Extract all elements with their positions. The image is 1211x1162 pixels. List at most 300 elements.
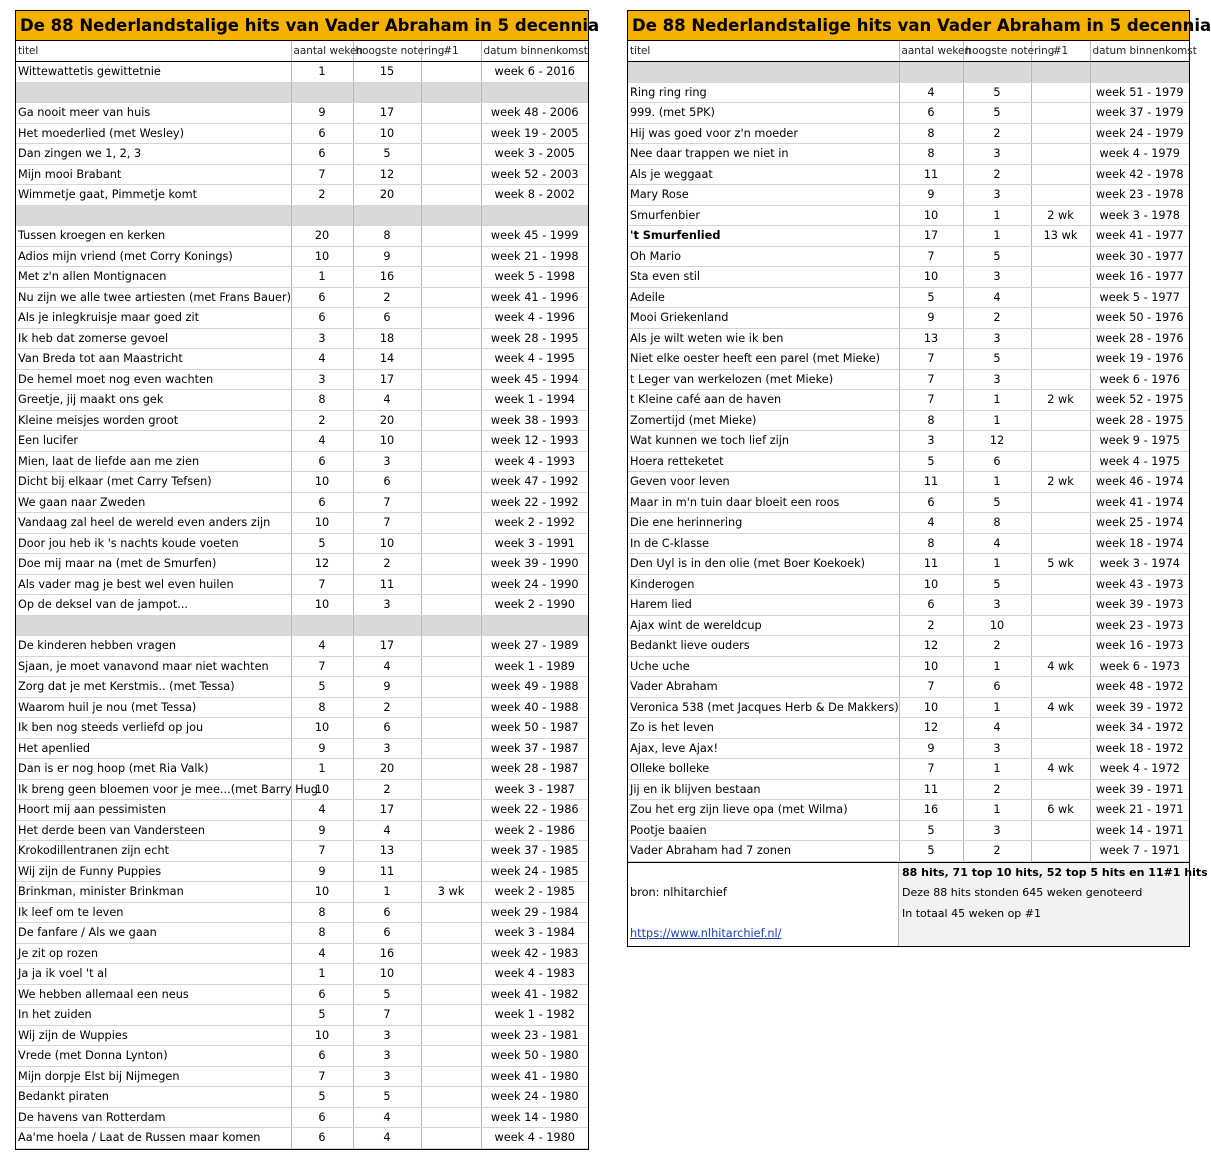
- cell-peak: 4: [353, 1128, 421, 1149]
- cell-weeks: 11: [899, 779, 963, 800]
- cell-number-one: [421, 246, 481, 267]
- cell-entry-date: week 4 - 1975: [1090, 451, 1189, 472]
- table-row: [628, 144, 1189, 165]
- column-header-entry-date: datum binnenkomst: [1090, 41, 1189, 62]
- cell-number-one: [421, 308, 481, 329]
- cell-weeks: 4: [899, 513, 963, 534]
- cell-weeks: 5: [291, 677, 353, 698]
- table-row: [16, 267, 588, 288]
- table-row: [628, 492, 1189, 513]
- cell-title: Maar in m'n tuin daar bloeit een roos: [628, 492, 899, 513]
- cell-weeks: 1: [291, 62, 353, 83]
- cell-entry-date: week 4 - 1972: [1090, 759, 1189, 780]
- column-header-number-one: #1: [1031, 41, 1090, 62]
- source-label: bron: nlhitarchief: [630, 885, 727, 899]
- cell-peak: 17: [353, 636, 421, 657]
- cell-entry-date: week 42 - 1978: [1090, 164, 1189, 185]
- table-row: [628, 697, 1189, 718]
- source-footer: [628, 862, 1208, 946]
- cell-entry-date: week 38 - 1993: [481, 410, 588, 431]
- cell-peak: 5: [963, 82, 1031, 103]
- table-row: [628, 738, 1189, 759]
- cell-entry-date: week 37 - 1987: [481, 738, 588, 759]
- cell-number-one: 6 wk: [1031, 800, 1090, 821]
- cell-number-one: [421, 1046, 481, 1067]
- cell-peak: 7: [353, 513, 421, 534]
- right-table-title: De 88 Nederlandstalige hits van Vader Abraham in 5 decennia: [628, 11, 1189, 41]
- cell-entry-date: week 12 - 1993: [481, 431, 588, 452]
- cell-peak: [353, 205, 421, 226]
- cell-peak: 5: [963, 246, 1031, 267]
- cell-peak: 5: [353, 1087, 421, 1108]
- table-row: [628, 390, 1189, 411]
- cell-number-one: [1031, 636, 1090, 657]
- cell-title: Door jou heb ik 's nachts koude voeten: [16, 533, 291, 554]
- cell-peak: 2: [353, 554, 421, 575]
- cell-entry-date: week 49 - 1988: [481, 677, 588, 698]
- table-row: [16, 1087, 588, 1108]
- cell-peak: 4: [353, 820, 421, 841]
- cell-weeks: 6: [899, 103, 963, 124]
- table-row: [628, 800, 1189, 821]
- cell-peak: [353, 82, 421, 103]
- cell-weeks: 1: [291, 964, 353, 985]
- cell-weeks: 4: [291, 800, 353, 821]
- cell-entry-date: week 6 - 2016: [481, 62, 588, 83]
- table-row: [16, 123, 588, 144]
- cell-number-one: [1031, 718, 1090, 739]
- cell-title: Tussen kroegen en kerken: [16, 226, 291, 247]
- cell-entry-date: week 40 - 1988: [481, 697, 588, 718]
- cell-entry-date: week 46 - 1974: [1090, 472, 1189, 493]
- cell-entry-date: week 37 - 1979: [1090, 103, 1189, 124]
- cell-title: Dicht bij elkaar (met Carry Tefsen): [16, 472, 291, 493]
- table-row: [628, 308, 1189, 329]
- cell-peak: 1: [963, 226, 1031, 247]
- cell-entry-date: week 14 - 1971: [1090, 820, 1189, 841]
- cell-number-one: [421, 615, 481, 636]
- cell-number-one: [1031, 82, 1090, 103]
- cell-weeks: 6: [291, 1107, 353, 1128]
- table-row: [16, 1066, 588, 1087]
- cell-title: Vrede (met Donna Lynton): [16, 1046, 291, 1067]
- cell-number-one: [421, 554, 481, 575]
- cell-entry-date: week 45 - 1994: [481, 369, 588, 390]
- cell-weeks: 8: [899, 144, 963, 165]
- cell-title: Ik breng geen bloemen voor je mee...(met Barry Hug: [16, 779, 291, 800]
- cell-title: De hemel moet nog even wachten: [16, 369, 291, 390]
- cell-peak: 1: [963, 800, 1031, 821]
- cell-weeks: 2: [291, 185, 353, 206]
- cell-peak: 18: [353, 328, 421, 349]
- cell-entry-date: week 6 - 1973: [1090, 656, 1189, 677]
- cell-entry-date: week 22 - 1986: [481, 800, 588, 821]
- cell-peak: 11: [353, 574, 421, 595]
- cell-title: Uche uche: [628, 656, 899, 677]
- table-row: [16, 677, 588, 698]
- cell-weeks: 5: [291, 1005, 353, 1026]
- cell-title: Hij was goed voor z'n moeder: [628, 123, 899, 144]
- table-row: [16, 574, 588, 595]
- cell-title: Doe mij maar na (met de Smurfen): [16, 554, 291, 575]
- cell-peak: 10: [353, 964, 421, 985]
- table-row: [16, 964, 588, 985]
- cell-number-one: [1031, 779, 1090, 800]
- cell-number-one: [1031, 595, 1090, 616]
- cell-peak: 2: [963, 779, 1031, 800]
- cell-weeks: 13: [899, 328, 963, 349]
- cell-peak: 4: [353, 656, 421, 677]
- table-row: [16, 902, 588, 923]
- table-row: [16, 472, 588, 493]
- cell-entry-date: [1090, 62, 1189, 83]
- table-row: [628, 841, 1189, 862]
- cell-number-one: [1031, 164, 1090, 185]
- header-row: [628, 41, 1189, 62]
- cell-number-one: [421, 902, 481, 923]
- cell-peak: 17: [353, 369, 421, 390]
- cell-weeks: 8: [899, 533, 963, 554]
- table-row: [16, 185, 588, 206]
- cell-title: 't Smurfenlied: [628, 226, 899, 247]
- cell-entry-date: week 23 - 1973: [1090, 615, 1189, 636]
- cell-title: De kinderen hebben vragen: [16, 636, 291, 657]
- cell-title: 999. (met 5PK): [628, 103, 899, 124]
- cell-weeks: 8: [291, 902, 353, 923]
- cell-entry-date: week 28 - 1995: [481, 328, 588, 349]
- cell-peak: 10: [353, 431, 421, 452]
- cell-peak: 6: [353, 923, 421, 944]
- cell-title: Krokodillentranen zijn echt: [16, 841, 291, 862]
- cell-weeks: 5: [291, 1087, 353, 1108]
- cell-number-one: 4 wk: [1031, 656, 1090, 677]
- cell-peak: 1: [963, 656, 1031, 677]
- cell-number-one: [421, 226, 481, 247]
- cell-title: Als je inlegkruisje maar goed zit: [16, 308, 291, 329]
- table-row: [16, 144, 588, 165]
- table-row: [628, 615, 1189, 636]
- cell-title: We hebben allemaal een neus: [16, 984, 291, 1005]
- cell-number-one: [1031, 841, 1090, 862]
- cell-peak: 1: [963, 554, 1031, 575]
- cell-title: Adeile: [628, 287, 899, 308]
- cell-number-one: [1031, 62, 1090, 83]
- cell-peak: 2: [353, 697, 421, 718]
- cell-peak: 15: [353, 62, 421, 83]
- cell-title: Nee daar trappen we niet in: [628, 144, 899, 165]
- cell-entry-date: week 24 - 1990: [481, 574, 588, 595]
- cell-peak: 1: [963, 759, 1031, 780]
- cell-number-one: [421, 123, 481, 144]
- cell-weeks: 4: [291, 943, 353, 964]
- cell-weeks: 9: [291, 861, 353, 882]
- cell-title: Adios mijn vriend (met Corry Konings): [16, 246, 291, 267]
- cell-entry-date: week 3 - 2005: [481, 144, 588, 165]
- cell-title: Het derde been van Vandersteen: [16, 820, 291, 841]
- cell-peak: 1: [963, 205, 1031, 226]
- cell-entry-date: week 25 - 1974: [1090, 513, 1189, 534]
- table-row: [16, 882, 588, 903]
- cell-title: Smurfenbier: [628, 205, 899, 226]
- cell-title: Jij en ik blijven bestaan: [628, 779, 899, 800]
- cell-number-one: 2 wk: [1031, 390, 1090, 411]
- cell-weeks: 7: [291, 1066, 353, 1087]
- cell-weeks: 10: [291, 882, 353, 903]
- column-header-peak: hoogste notering: [353, 41, 421, 62]
- cell-title: Als je weggaat: [628, 164, 899, 185]
- table-row: [16, 943, 588, 964]
- right-hits-table: [628, 41, 1197, 862]
- cell-weeks: 12: [899, 718, 963, 739]
- cell-entry-date: week 6 - 1976: [1090, 369, 1189, 390]
- cell-title: Harem lied: [628, 595, 899, 616]
- table-row: [16, 800, 588, 821]
- cell-number-one: [1031, 287, 1090, 308]
- cell-peak: 6: [963, 677, 1031, 698]
- cell-peak: 9: [353, 246, 421, 267]
- cell-peak: 2: [353, 779, 421, 800]
- cell-number-one: [1031, 144, 1090, 165]
- cell-title: Den Uyl is in den olie (met Boer Koekoek): [628, 554, 899, 575]
- cell-weeks: 7: [291, 656, 353, 677]
- cell-peak: 5: [963, 492, 1031, 513]
- table-row: [16, 595, 588, 616]
- cell-weeks: 5: [899, 287, 963, 308]
- cell-number-one: [421, 82, 481, 103]
- cell-peak: 16: [353, 943, 421, 964]
- cell-title: Ik heb dat zomerse gevoel: [16, 328, 291, 349]
- cell-weeks: 16: [899, 800, 963, 821]
- cell-title: Zo is het leven: [628, 718, 899, 739]
- cell-title: Op de deksel van de jampot...: [16, 595, 291, 616]
- cell-weeks: 4: [899, 82, 963, 103]
- cell-entry-date: week 1 - 1982: [481, 1005, 588, 1026]
- cell-peak: 3: [353, 451, 421, 472]
- cell-number-one: [421, 103, 481, 124]
- cell-peak: 4: [353, 390, 421, 411]
- table-row: [16, 369, 588, 390]
- cell-title: Het moederlied (met Wesley): [16, 123, 291, 144]
- cell-number-one: [421, 410, 481, 431]
- cell-number-one: [421, 574, 481, 595]
- cell-number-one: [421, 369, 481, 390]
- cell-number-one: 2 wk: [1031, 472, 1090, 493]
- cell-number-one: [1031, 267, 1090, 288]
- cell-title: Dan is er nog hoop (met Ria Valk): [16, 759, 291, 780]
- cell-number-one: [421, 349, 481, 370]
- cell-weeks: 6: [291, 451, 353, 472]
- cell-weeks: 7: [899, 759, 963, 780]
- cell-number-one: 4 wk: [1031, 759, 1090, 780]
- cell-title: [628, 62, 899, 83]
- cell-peak: 3: [963, 328, 1031, 349]
- cell-number-one: [421, 533, 481, 554]
- cell-title: [16, 82, 291, 103]
- cell-number-one: [421, 923, 481, 944]
- cell-entry-date: week 23 - 1978: [1090, 185, 1189, 206]
- cell-entry-date: week 24 - 1979: [1090, 123, 1189, 144]
- cell-weeks: 4: [291, 349, 353, 370]
- cell-weeks: 7: [899, 349, 963, 370]
- table-row: [628, 759, 1189, 780]
- cell-peak: 4: [353, 1107, 421, 1128]
- cell-title: Wij zijn de Funny Puppies: [16, 861, 291, 882]
- cell-peak: 3: [353, 1046, 421, 1067]
- cell-number-one: [1031, 328, 1090, 349]
- cell-weeks: 7: [899, 369, 963, 390]
- cell-weeks: 7: [291, 841, 353, 862]
- cell-number-one: [421, 800, 481, 821]
- cell-entry-date: week 39 - 1973: [1090, 595, 1189, 616]
- cell-weeks: 1: [291, 759, 353, 780]
- cell-weeks: 10: [899, 267, 963, 288]
- cell-title: Vandaag zal heel de wereld even anders zijn: [16, 513, 291, 534]
- cell-peak: 2: [963, 636, 1031, 657]
- cell-number-one: [421, 1025, 481, 1046]
- cell-peak: 3: [963, 595, 1031, 616]
- table-row: [628, 410, 1189, 431]
- cell-peak: 12: [963, 431, 1031, 452]
- table-row: [16, 923, 588, 944]
- cell-weeks: 5: [899, 820, 963, 841]
- column-header-weeks: aantal weken: [899, 41, 963, 62]
- table-row: [628, 820, 1189, 841]
- cell-weeks: 6: [291, 984, 353, 1005]
- cell-number-one: [421, 451, 481, 472]
- cell-peak: 5: [353, 984, 421, 1005]
- cell-entry-date: week 23 - 1981: [481, 1025, 588, 1046]
- cell-entry-date: week 16 - 1977: [1090, 267, 1189, 288]
- summary-weeks: Deze 88 hits stonden 645 weken genoteerd: [902, 886, 1143, 899]
- cell-weeks: 5: [899, 841, 963, 862]
- separator-row: [628, 62, 1189, 83]
- cell-peak: 6: [963, 451, 1031, 472]
- cell-weeks: 11: [899, 554, 963, 575]
- cell-entry-date: week 51 - 1979: [1090, 82, 1189, 103]
- cell-title: Veronica 538 (met Jacques Herb & De Makkers): [628, 697, 899, 718]
- cell-title: Sta even stil: [628, 267, 899, 288]
- cell-number-one: [1031, 513, 1090, 534]
- cell-number-one: [1031, 492, 1090, 513]
- cell-peak: 3: [353, 1066, 421, 1087]
- cell-weeks: 2: [899, 615, 963, 636]
- summary-number-one: In totaal 45 weken op #1: [902, 906, 1041, 920]
- cell-weeks: 8: [291, 390, 353, 411]
- cell-peak: 1: [963, 390, 1031, 411]
- cell-weeks: 3: [291, 369, 353, 390]
- header-row: [16, 41, 588, 62]
- table-row: [628, 205, 1189, 226]
- cell-number-one: [421, 513, 481, 534]
- cell-peak: 1: [963, 697, 1031, 718]
- table-row: [628, 656, 1189, 677]
- cell-title: De fanfare / Als we gaan: [16, 923, 291, 944]
- cell-peak: 9: [353, 677, 421, 698]
- cell-number-one: [421, 595, 481, 616]
- column-header-weeks: aantal weken: [291, 41, 353, 62]
- cell-entry-date: week 30 - 1977: [1090, 246, 1189, 267]
- cell-entry-date: week 8 - 2002: [481, 185, 588, 206]
- column-header-title: titel: [628, 41, 899, 62]
- table-row: [16, 164, 588, 185]
- table-row: [628, 718, 1189, 739]
- cell-number-one: [1031, 820, 1090, 841]
- cell-number-one: [1031, 615, 1090, 636]
- cell-title: Ajax, leve Ajax!: [628, 738, 899, 759]
- table-row: [16, 390, 588, 411]
- table-row: [16, 410, 588, 431]
- cell-number-one: [421, 943, 481, 964]
- table-row: [16, 308, 588, 329]
- cell-number-one: [421, 677, 481, 698]
- cell-weeks: 5: [899, 451, 963, 472]
- cell-weeks: 10: [291, 1025, 353, 1046]
- cell-peak: 2: [963, 164, 1031, 185]
- cell-title: Je zit op rozen: [16, 943, 291, 964]
- cell-weeks: 6: [291, 123, 353, 144]
- table-row: [16, 1107, 588, 1128]
- source-link[interactable]: https://www.nlhitarchief.nl/: [630, 926, 782, 940]
- cell-entry-date: week 3 - 1987: [481, 779, 588, 800]
- cell-number-one: [421, 472, 481, 493]
- table-row: [16, 103, 588, 124]
- cell-entry-date: week 41 - 1982: [481, 984, 588, 1005]
- cell-entry-date: week 50 - 1980: [481, 1046, 588, 1067]
- cell-weeks: 9: [291, 103, 353, 124]
- cell-entry-date: week 4 - 1996: [481, 308, 588, 329]
- cell-peak: 6: [353, 472, 421, 493]
- left-hits-table: [16, 41, 588, 1149]
- cell-number-one: 4 wk: [1031, 697, 1090, 718]
- cell-peak: 20: [353, 759, 421, 780]
- cell-weeks: [291, 205, 353, 226]
- separator-row: [16, 615, 588, 636]
- table-row: [628, 574, 1189, 595]
- cell-peak: 3: [963, 369, 1031, 390]
- cell-number-one: [1031, 369, 1090, 390]
- cell-title: Ring ring ring: [628, 82, 899, 103]
- cell-entry-date: week 3 - 1978: [1090, 205, 1189, 226]
- cell-entry-date: week 9 - 1975: [1090, 431, 1189, 452]
- cell-number-one: [1031, 410, 1090, 431]
- cell-title: Geven voor leven: [628, 472, 899, 493]
- cell-title: t Leger van werkelozen (met Mieke): [628, 369, 899, 390]
- cell-entry-date: week 24 - 1985: [481, 861, 588, 882]
- cell-entry-date: week 2 - 1990: [481, 595, 588, 616]
- cell-entry-date: [481, 205, 588, 226]
- table-row: [16, 513, 588, 534]
- table-row: [16, 1046, 588, 1067]
- cell-weeks: 7: [291, 164, 353, 185]
- cell-number-one: [421, 164, 481, 185]
- cell-title: Zou het erg zijn lieve opa (met Wilma): [628, 800, 899, 821]
- cell-number-one: [421, 205, 481, 226]
- cell-title: Die ene herinnering: [628, 513, 899, 534]
- table-row: [628, 513, 1189, 534]
- table-row: [628, 779, 1189, 800]
- table-row: [16, 759, 588, 780]
- cell-title: Pootje baaien: [628, 820, 899, 841]
- table-row: [16, 697, 588, 718]
- table-row: [628, 226, 1189, 247]
- cell-title: Vader Abraham had 7 zonen: [628, 841, 899, 862]
- cell-weeks: 1: [291, 267, 353, 288]
- cell-peak: 20: [353, 185, 421, 206]
- cell-weeks: [291, 82, 353, 103]
- cell-entry-date: week 19 - 2005: [481, 123, 588, 144]
- cell-number-one: [421, 779, 481, 800]
- cell-entry-date: week 1 - 1989: [481, 656, 588, 677]
